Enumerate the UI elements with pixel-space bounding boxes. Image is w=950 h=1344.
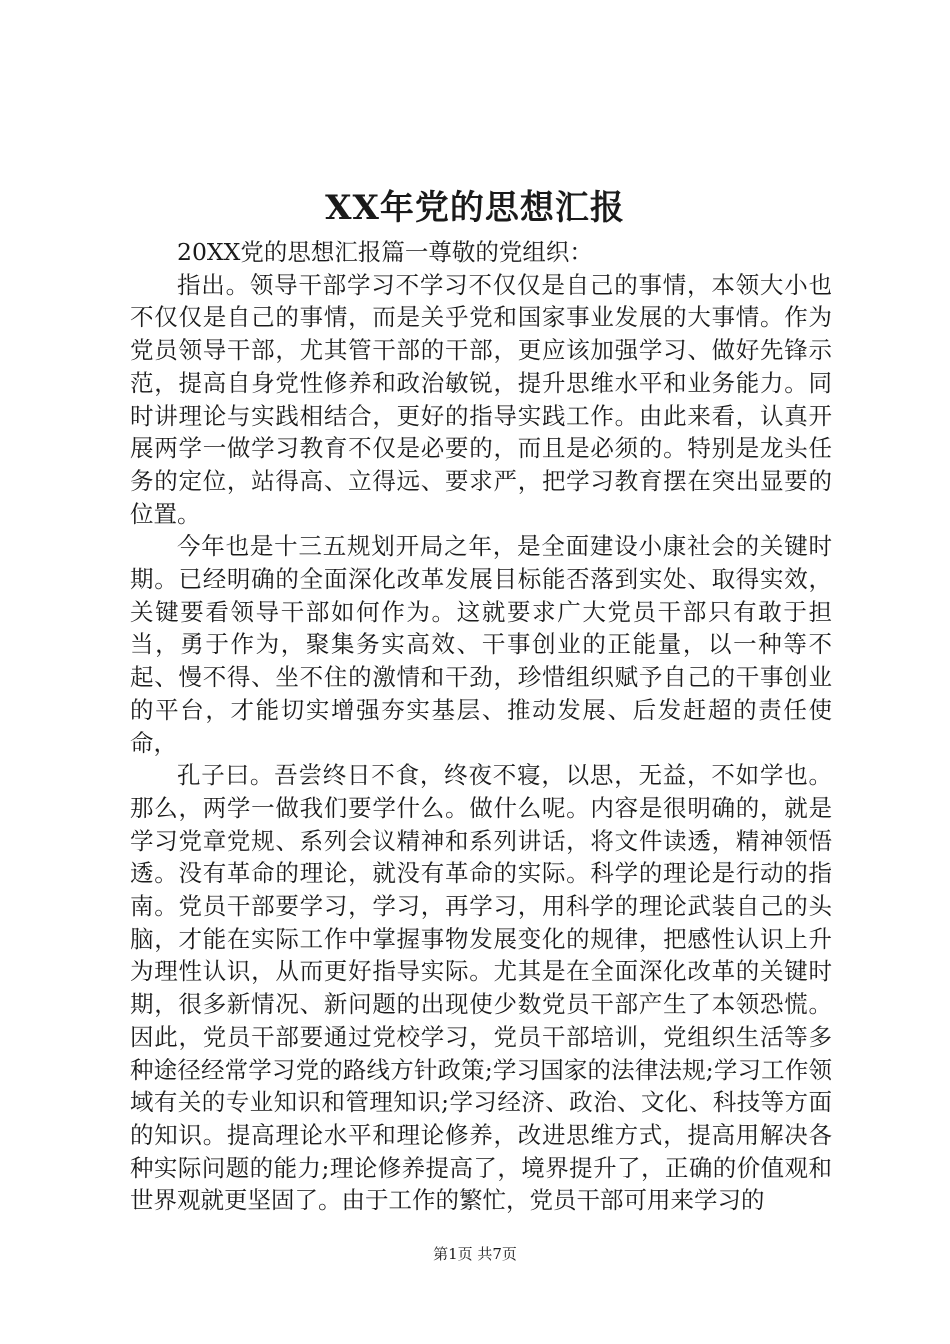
document-title: XX年党的思想汇报 xyxy=(325,188,625,228)
paragraph-1: 指出。领导干部学习不学习不仅仅是自己的事情，本领大小也不仅仅是自己的事情，而是关乎党和国家事业发展的大事情。作为党员领导干部，尤其管干部的干部，更应该加强学习、做好先锋示范，提高自身党性修养和政治敏锐，提升思维水平和业务能力。同时讲理论与实践相结合，更好的指导实践工作。由此来看，认真开展两学一做学习教育不仅是必要的，而且是必须的。特别是龙头任务的定位，站得高、立得远、要求严，把学习教育摆在突出显要的位置。 xyxy=(130,270,832,528)
document-body xyxy=(130,236,832,1217)
page-number-footer: 第1页 共7页 xyxy=(433,1245,517,1263)
paragraph-salutation: 20XX党的思想汇报篇一尊敬的党组织： xyxy=(177,238,593,266)
paragraph-2: 今年也是十三五规划开局之年，是全面建设小康社会的关键时期。已经明确的全面深化改革发展目标能否落到实处、取得实效，关键要看领导干部如何作为。这就要求广大党员干部只有敢于担当，勇于作为，聚集务实高效、干事创业的正能量，以一种等不起、慢不得、坐不住的激情和干劲，珍惜组织赋予自己的干事创业的平台，才能切实增强夯实基层、推动发展、后发赶超的责任使命， xyxy=(130,532,832,757)
paragraph-3: 孔子曰。吾尝终日不食，终夜不寝，以思，无益，不如学也。那么，两学一做我们要学什么。做什么呢。内容是很明确的，就是学习党章党规、系列会议精神和系列讲话，将文件读透，精神领悟透。没有革命的理论，就没有革命的实际。科学的理论是行动的指南。党员干部要学习，学习，再学习，用科学的理论武装自己的头脑，才能在实际工作中掌握事物发展变化的规律，把感性认识上升为理性认识，从而更好指导实际。尤其是在全面深化改革的关键时期，很多新情况、新问题的出现使少数党员干部产生了本领恐慌。因此，党员干部要通过党校学习，党员干部培训，党组织生活等多种途径经常学习党的路线方针政策;学习国家的法律法规;学习工作领域有关的专业知识和管理知识;学习经济、政治、文化、科技等方面的知识。提高理论水平和理论修养，改进思维方式，提高用解决各种实际问题的能力;理论修养提高了，境界提升了，正确的价值观和世界观就更坚固了。由于工作的繁忙，党员干部可用来学习的 xyxy=(130,761,832,1215)
